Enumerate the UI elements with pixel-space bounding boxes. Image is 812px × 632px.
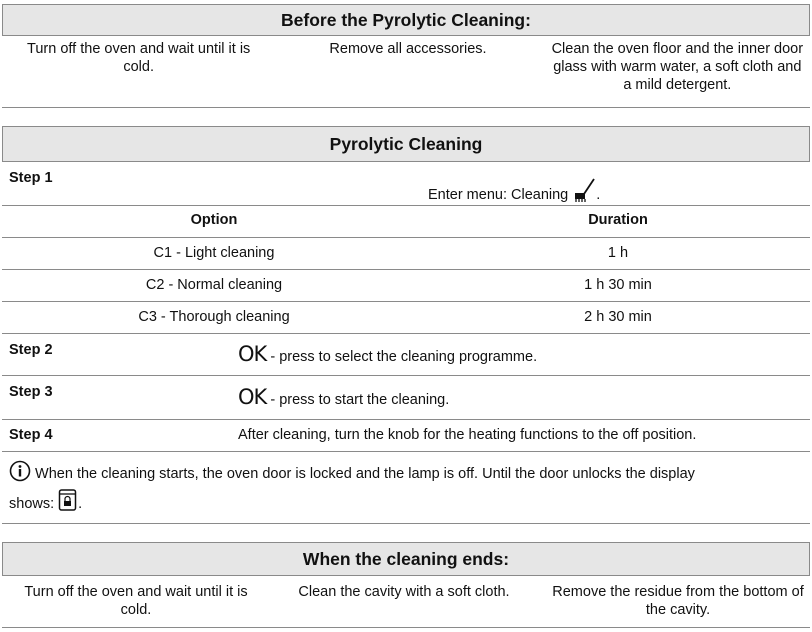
duration-cell: 1 h 30 min <box>584 277 652 293</box>
step-1-suffix: . <box>596 187 601 203</box>
table-row <box>2 270 810 302</box>
before-item-3: Clean the oven floor and the inner door glass with warm water, a soft cloth and a mild detergent. <box>551 41 804 93</box>
duration-cell: 2 h 30 min <box>584 309 652 325</box>
options-table-header <box>2 206 810 238</box>
step-2-label: Step 2 <box>9 342 53 358</box>
ok-button-icon: OK <box>238 342 267 366</box>
before-cleaning-section <box>2 4 810 108</box>
before-item-1: Turn off the oven and wait until it is cold. <box>27 41 251 75</box>
step-2-text: - press to select the cleaning programme. <box>266 349 538 365</box>
before-item-2: Remove all accessories. <box>329 41 487 57</box>
info-note-line-1: When the cleaning starts, the oven door is locked and the lamp is off. Until the door unlocks the display <box>35 466 695 482</box>
after-cleaning-header: When the cleaning ends: <box>2 542 810 576</box>
before-cleaning-header: Before the Pyrolytic Cleaning: <box>2 4 810 36</box>
step-3-text: - press to start the cleaning. <box>266 392 450 408</box>
ok-button-icon: OK <box>238 385 267 409</box>
duration-column-header: Duration <box>588 212 648 228</box>
info-note-text <box>9 460 789 519</box>
duration-cell: 1 h <box>607 245 629 261</box>
step-3-row <box>2 376 810 420</box>
step-3-label: Step 3 <box>9 384 53 400</box>
info-note-line-2: shows: <box>9 496 55 512</box>
after-cleaning-row <box>2 576 810 628</box>
info-icon <box>9 460 31 482</box>
option-cell: C1 - Light cleaning <box>153 245 275 261</box>
option-cell: C3 - Thorough cleaning <box>138 309 290 325</box>
step-4-row <box>2 420 810 452</box>
option-column-header: Option <box>190 212 238 228</box>
step-4-label: Step 4 <box>9 427 53 443</box>
cleaning-brush-icon <box>574 177 596 203</box>
step-1-text: Enter menu: Cleaning <box>428 187 569 203</box>
table-row <box>2 238 810 270</box>
door-lock-icon <box>58 489 78 511</box>
after-item-2: Clean the cavity with a soft cloth. <box>298 584 510 600</box>
before-cleaning-row <box>2 36 810 108</box>
table-row <box>2 302 810 334</box>
step-3-instruction <box>238 385 449 409</box>
step-1-instruction <box>428 177 600 203</box>
option-cell: C2 - Normal cleaning <box>145 277 283 293</box>
after-item-1: Turn off the oven and wait until it is cold. <box>24 584 248 618</box>
step-1-row <box>2 162 810 206</box>
step-1-label: Step 1 <box>9 170 53 186</box>
after-cleaning-section <box>2 542 810 628</box>
after-item-3: Remove the residue from the bottom of the cavity. <box>552 584 804 618</box>
step-2-row <box>2 334 810 376</box>
pyrolytic-cleaning-section <box>2 126 810 162</box>
step-2-instruction <box>238 342 537 366</box>
step-4-text: After cleaning, turn the knob for the heating functions to the off position. <box>238 427 697 443</box>
info-note-suffix: . <box>78 496 83 512</box>
info-note <box>2 452 810 524</box>
pyrolytic-cleaning-header: Pyrolytic Cleaning <box>2 126 810 162</box>
